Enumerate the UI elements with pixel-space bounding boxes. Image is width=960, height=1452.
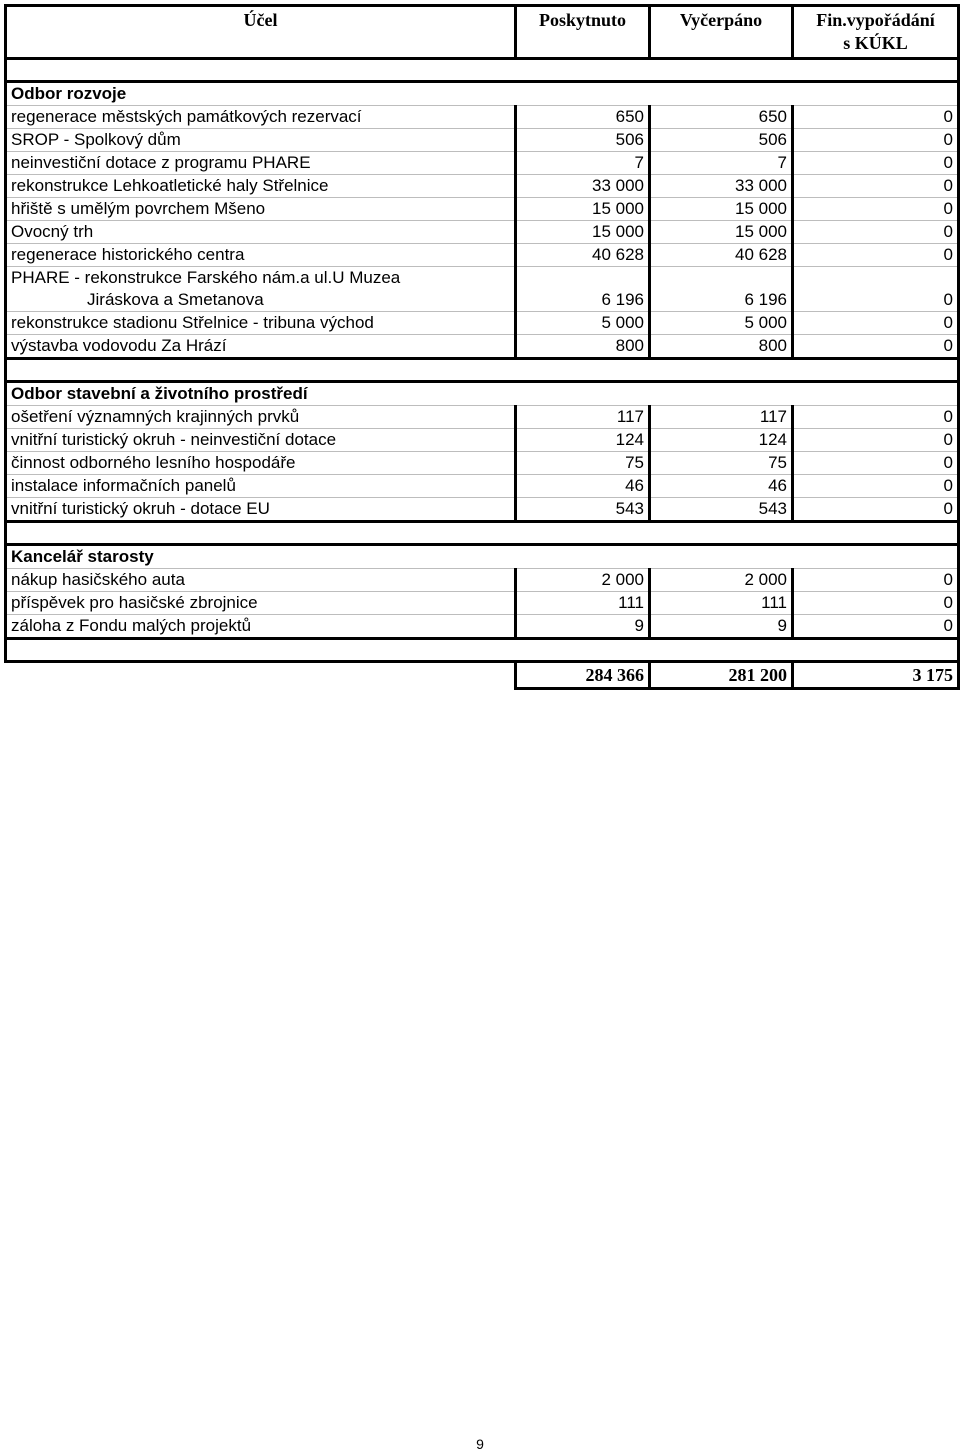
- table-row: [6, 335, 959, 359]
- row-used: 543: [650, 498, 793, 522]
- column-header-provided: Poskytnuto: [516, 6, 650, 59]
- total-provided: 284 366: [516, 662, 650, 689]
- row-provided: 124: [516, 429, 650, 452]
- row-used: 111: [650, 592, 793, 615]
- table-row: [6, 221, 959, 244]
- row-settlement: 0: [793, 244, 959, 267]
- row-settlement: 0: [793, 406, 959, 429]
- section-header-row: [6, 545, 959, 569]
- total-used: 281 200: [650, 662, 793, 689]
- row-used: 15 000: [650, 198, 793, 221]
- row-provided: 33 000: [516, 175, 650, 198]
- page-number: 9: [476, 1436, 484, 1452]
- row-used: 6 196: [650, 267, 793, 312]
- row-label: vnitřní turistický okruh - dotace EU: [6, 498, 516, 522]
- row-used: 15 000: [650, 221, 793, 244]
- grant-table: [4, 4, 960, 690]
- row-used: 800: [650, 335, 793, 359]
- row-provided: 9: [516, 615, 650, 639]
- section-title: Odbor rozvoje: [6, 82, 959, 106]
- table-row: [6, 106, 959, 129]
- total-settlement: 3 175: [793, 662, 959, 689]
- row-label-multiline: [6, 267, 516, 312]
- row-label: činnost odborného lesního hospodáře: [6, 452, 516, 475]
- row-label: regenerace městských památkových rezervací: [6, 106, 516, 129]
- table-row: [6, 152, 959, 175]
- row-provided: 15 000: [516, 221, 650, 244]
- settlement-header-line1: Fin.vypořádání: [816, 10, 935, 30]
- row-label: rekonstrukce Lehkoatletické haly Střelnice: [6, 175, 516, 198]
- row-label: Ovocný trh: [6, 221, 516, 244]
- row-settlement: 0: [793, 475, 959, 498]
- row-used: 75: [650, 452, 793, 475]
- row-used: 124: [650, 429, 793, 452]
- row-provided: 5 000: [516, 312, 650, 335]
- row-provided: 650: [516, 106, 650, 129]
- table-row: [6, 244, 959, 267]
- row-used: 7: [650, 152, 793, 175]
- row-label: hřiště s umělým povrchem Mšeno: [6, 198, 516, 221]
- row-provided: 15 000: [516, 198, 650, 221]
- section-header-row: [6, 82, 959, 106]
- row-provided: 40 628: [516, 244, 650, 267]
- row-settlement: 0: [793, 106, 959, 129]
- row-label: výstavba vodovodu Za Hrází: [6, 335, 516, 359]
- grant-settlement-sheet: [4, 4, 957, 690]
- table-row: [6, 175, 959, 198]
- column-header-settlement: [793, 6, 959, 59]
- row-provided: 7: [516, 152, 650, 175]
- row-used: 117: [650, 406, 793, 429]
- table-row: [6, 475, 959, 498]
- row-settlement: 0: [793, 335, 959, 359]
- row-settlement: 0: [793, 615, 959, 639]
- row-used: 5 000: [650, 312, 793, 335]
- row-settlement: 0: [793, 592, 959, 615]
- row-provided: 2 000: [516, 569, 650, 592]
- row-provided: 75: [516, 452, 650, 475]
- row-settlement: 0: [793, 152, 959, 175]
- row-label-continuation: Jiráskova a Smetanova: [87, 290, 264, 309]
- row-label: záloha z Fondu malých projektů: [6, 615, 516, 639]
- row-label: PHARE - rekonstrukce Farského nám.a ul.U Muzea: [11, 268, 401, 287]
- table-row: [6, 312, 959, 335]
- table-row: [6, 198, 959, 221]
- table-row: [6, 498, 959, 522]
- totals-blank-cell: [6, 662, 516, 689]
- section-header-row: [6, 382, 959, 406]
- spacer-row: [6, 359, 959, 382]
- table-row: [6, 129, 959, 152]
- row-settlement: 0: [793, 569, 959, 592]
- table-row: [6, 615, 959, 639]
- settlement-header-line2: s KÚKL: [843, 33, 908, 53]
- table-row: [6, 429, 959, 452]
- table-header-row: [6, 6, 959, 59]
- row-label: neinvestiční dotace z programu PHARE: [6, 152, 516, 175]
- totals-row: [6, 662, 959, 689]
- row-settlement: 0: [793, 498, 959, 522]
- row-label: rekonstrukce stadionu Střelnice - tribuna východ: [6, 312, 516, 335]
- row-label: ošetření významných krajinných prvků: [6, 406, 516, 429]
- table-row: [6, 267, 959, 312]
- spacer-row: [6, 522, 959, 545]
- row-label: vnitřní turistický okruh - neinvestiční dotace: [6, 429, 516, 452]
- row-settlement: 0: [793, 429, 959, 452]
- section-title: Kancelář starosty: [6, 545, 959, 569]
- table-row: [6, 569, 959, 592]
- row-used: 40 628: [650, 244, 793, 267]
- row-provided: 506: [516, 129, 650, 152]
- row-used: 33 000: [650, 175, 793, 198]
- row-label: instalace informačních panelů: [6, 475, 516, 498]
- row-provided: 800: [516, 335, 650, 359]
- table-row: [6, 406, 959, 429]
- row-provided: 46: [516, 475, 650, 498]
- row-used: 650: [650, 106, 793, 129]
- row-settlement: 0: [793, 312, 959, 335]
- spacer-row: [6, 639, 959, 662]
- section-title: Odbor stavební a životního prostředí: [6, 382, 959, 406]
- row-used: 9: [650, 615, 793, 639]
- row-label: regenerace historického centra: [6, 244, 516, 267]
- row-provided: 543: [516, 498, 650, 522]
- spacer-row: [6, 59, 959, 82]
- row-label: příspěvek pro hasičské zbrojnice: [6, 592, 516, 615]
- table-row: [6, 452, 959, 475]
- row-settlement: 0: [793, 129, 959, 152]
- column-header-purpose: Účel: [6, 6, 516, 59]
- row-settlement: 0: [793, 267, 959, 312]
- row-settlement: 0: [793, 198, 959, 221]
- row-label: nákup hasičského auta: [6, 569, 516, 592]
- row-settlement: 0: [793, 452, 959, 475]
- row-provided: 6 196: [516, 267, 650, 312]
- row-used: 506: [650, 129, 793, 152]
- row-used: 46: [650, 475, 793, 498]
- column-header-used: Vyčerpáno: [650, 6, 793, 59]
- row-settlement: 0: [793, 221, 959, 244]
- row-settlement: 0: [793, 175, 959, 198]
- row-provided: 111: [516, 592, 650, 615]
- row-provided: 117: [516, 406, 650, 429]
- row-used: 2 000: [650, 569, 793, 592]
- table-row: [6, 592, 959, 615]
- row-label: SROP - Spolkový dům: [6, 129, 516, 152]
